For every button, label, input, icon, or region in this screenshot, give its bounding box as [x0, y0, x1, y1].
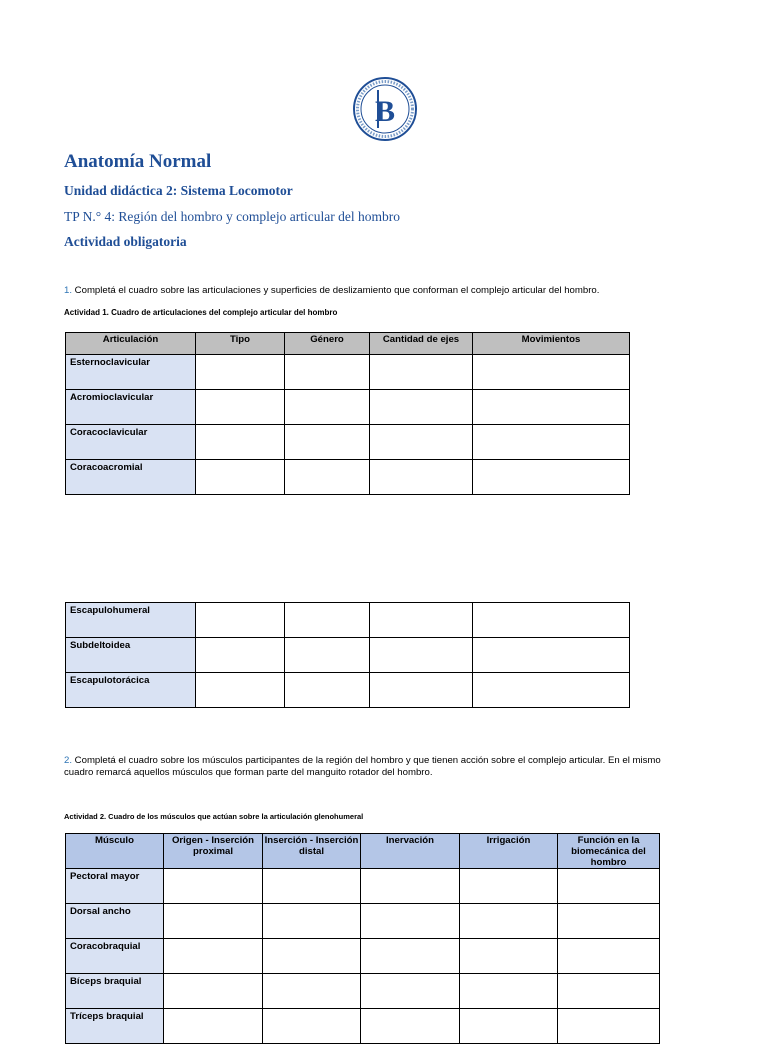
table-cell[interactable]	[164, 939, 263, 974]
activity2-number: 2.	[64, 755, 73, 766]
table-cell[interactable]	[285, 673, 370, 708]
column-header: Inervación	[361, 834, 460, 869]
table-cell[interactable]	[558, 974, 660, 1009]
column-header: Género	[285, 333, 370, 355]
table-cell[interactable]	[196, 425, 285, 460]
table-cell[interactable]	[196, 460, 285, 495]
row-label: Dorsal ancho	[66, 904, 164, 939]
table-cell[interactable]	[370, 673, 473, 708]
row-label: Coracoclavicular	[66, 425, 196, 460]
table-cell[interactable]	[460, 974, 558, 1009]
activity2-instruction-line2: cuadro remarcá aquellos músculos que forman parte del manguito rotador del hombro.	[64, 767, 433, 778]
table-cell[interactable]	[473, 390, 630, 425]
table-row	[66, 904, 660, 939]
tp-subtitle: TP N.° 4: Región del hombro y complejo articular del hombro	[64, 209, 400, 224]
table-row	[66, 460, 630, 495]
column-header: Músculo	[66, 834, 164, 869]
column-header: Articulación	[66, 333, 196, 355]
activity1-caption: Actividad 1. Cuadro de articulaciones del complejo articular del hombro	[64, 308, 338, 317]
table-cell[interactable]	[473, 355, 630, 390]
table-cell[interactable]	[285, 603, 370, 638]
table-cell[interactable]	[263, 939, 361, 974]
column-header: Origen - Inserción proximal	[164, 834, 263, 869]
table-cell[interactable]	[263, 869, 361, 904]
svg-text:B: B	[374, 95, 396, 128]
table-cell[interactable]	[460, 1009, 558, 1044]
table-cell[interactable]	[361, 869, 460, 904]
row-label: Escapulotorácica	[66, 673, 196, 708]
row-label: Acromioclavicular	[66, 390, 196, 425]
articulations-table	[65, 332, 630, 495]
table-cell[interactable]	[263, 1009, 361, 1044]
activity1-number: 1.	[64, 285, 73, 296]
articulations-table-continued	[65, 602, 630, 708]
table-cell[interactable]	[558, 869, 660, 904]
table-row	[66, 1009, 660, 1044]
column-header: Movimientos	[473, 333, 630, 355]
table-cell[interactable]	[361, 904, 460, 939]
table-row	[66, 974, 660, 1009]
table-cell[interactable]	[285, 460, 370, 495]
muscles-table	[65, 833, 660, 1044]
activity-heading: Actividad obligatoria	[64, 234, 187, 249]
table-cell[interactable]	[196, 390, 285, 425]
row-label: Pectoral mayor	[66, 869, 164, 904]
column-header: Inserción - Inserción distal	[263, 834, 361, 869]
table-cell[interactable]	[196, 355, 285, 390]
table-cell[interactable]	[473, 460, 630, 495]
row-label: Subdeltoidea	[66, 638, 196, 673]
table-cell[interactable]	[473, 638, 630, 673]
row-label: Esternoclavicular	[66, 355, 196, 390]
table-cell[interactable]	[460, 904, 558, 939]
table-cell[interactable]	[370, 390, 473, 425]
table-cell[interactable]	[473, 603, 630, 638]
table-cell[interactable]	[370, 638, 473, 673]
unit-subtitle: Unidad didáctica 2: Sistema Locomotor	[64, 183, 293, 198]
table-row	[66, 603, 630, 638]
table-cell[interactable]	[361, 974, 460, 1009]
table-cell[interactable]	[361, 939, 460, 974]
table-cell[interactable]	[558, 904, 660, 939]
table-row	[66, 425, 630, 460]
table-cell[interactable]	[164, 974, 263, 1009]
column-header: Función en la biomecánica del hombro	[558, 834, 660, 869]
column-header: Tipo	[196, 333, 285, 355]
table-cell[interactable]	[263, 904, 361, 939]
row-label: Coracobraquial	[66, 939, 164, 974]
row-label: Bíceps braquial	[66, 974, 164, 1009]
table-cell[interactable]	[196, 673, 285, 708]
table-cell[interactable]	[285, 638, 370, 673]
table-cell[interactable]	[370, 425, 473, 460]
university-seal-logo	[352, 76, 418, 142]
table-cell[interactable]	[285, 425, 370, 460]
table-row	[66, 390, 630, 425]
table-cell[interactable]	[285, 355, 370, 390]
activity2-instruction-line1: Completá el cuadro sobre los músculos participantes de la región del hombro y que tienen acción sobre el complejo articular. En el mismo	[72, 755, 661, 766]
activity2-instruction	[64, 755, 714, 779]
activity1-instruction	[64, 285, 599, 297]
table-row	[66, 939, 660, 974]
table-cell[interactable]	[164, 904, 263, 939]
table-cell[interactable]	[370, 355, 473, 390]
table-cell[interactable]	[473, 425, 630, 460]
table-row	[66, 638, 630, 673]
table-header-row	[66, 834, 660, 869]
row-label: Tríceps braquial	[66, 1009, 164, 1044]
table-cell[interactable]	[558, 1009, 660, 1044]
table-cell[interactable]	[263, 974, 361, 1009]
activity1-instruction-text: Completá el cuadro sobre las articulaciones y superficies de deslizamiento que conforman el complejo articular del hombro.	[72, 285, 600, 296]
table-cell[interactable]	[558, 939, 660, 974]
table-cell[interactable]	[196, 638, 285, 673]
row-label: Escapulohumeral	[66, 603, 196, 638]
table-cell[interactable]	[361, 1009, 460, 1044]
table-row	[66, 673, 630, 708]
table-row	[66, 869, 660, 904]
table-cell[interactable]	[164, 869, 263, 904]
table-cell[interactable]	[370, 603, 473, 638]
activity2-caption: Actividad 2. Cuadro de los músculos que actúan sobre la articulación glenohumeral	[64, 812, 364, 821]
column-header: Cantidad de ejes	[370, 333, 473, 355]
table-cell[interactable]	[370, 460, 473, 495]
table-cell[interactable]	[164, 1009, 263, 1044]
table-cell[interactable]	[473, 673, 630, 708]
table-cell[interactable]	[285, 390, 370, 425]
table-cell[interactable]	[460, 939, 558, 974]
table-row	[66, 355, 630, 390]
table-cell[interactable]	[196, 603, 285, 638]
row-label: Coracoacromial	[66, 460, 196, 495]
column-header: Irrigación	[460, 834, 558, 869]
table-header-row	[66, 333, 630, 355]
page-title: Anatomía Normal	[64, 151, 212, 172]
table-cell[interactable]	[460, 869, 558, 904]
